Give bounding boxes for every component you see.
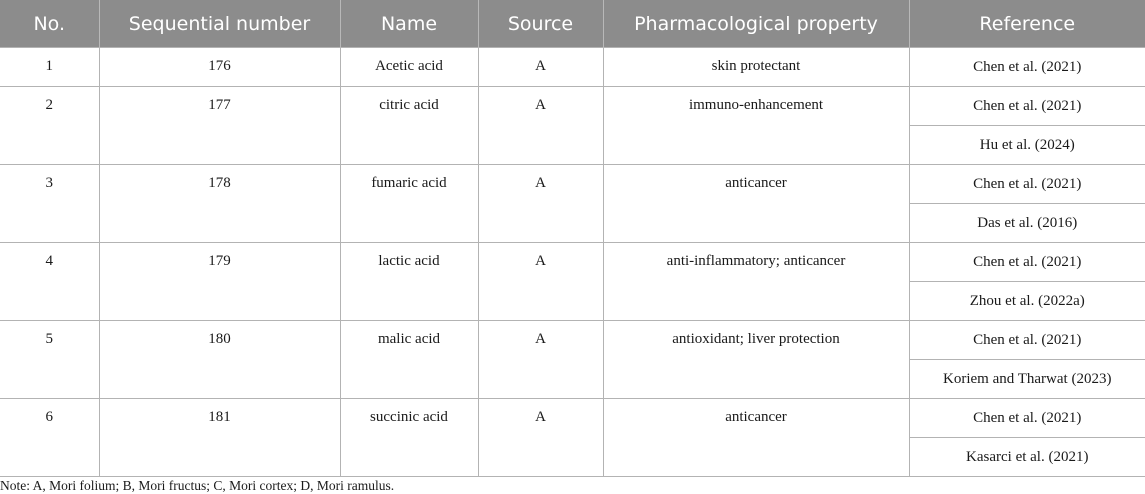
cell-sequential-number: 181 xyxy=(99,399,340,477)
cell-source: A xyxy=(478,321,603,399)
cell-sequential-number: 177 xyxy=(99,87,340,165)
cell-no: 4 xyxy=(0,243,99,321)
cell-source: A xyxy=(478,87,603,165)
table-header xyxy=(0,0,1145,48)
cell-sequential-number: 180 xyxy=(99,321,340,399)
cell-property: immuno-enhancement xyxy=(603,87,909,165)
table-row xyxy=(0,87,1145,126)
cell-property: skin protectant xyxy=(603,48,909,87)
cell-reference: Chen et al. (2021) xyxy=(909,87,1145,126)
cell-reference: Koriem and Tharwat (2023) xyxy=(909,360,1145,399)
cell-name: citric acid xyxy=(340,87,478,165)
cell-sequential-number: 179 xyxy=(99,243,340,321)
table-row xyxy=(0,321,1145,360)
cell-reference: Chen et al. (2021) xyxy=(909,48,1145,87)
cell-no: 6 xyxy=(0,399,99,477)
cell-name: malic acid xyxy=(340,321,478,399)
cell-source: A xyxy=(478,399,603,477)
cell-no: 2 xyxy=(0,87,99,165)
cell-name: Acetic acid xyxy=(340,48,478,87)
cell-sequential-number: 176 xyxy=(99,48,340,87)
table-row xyxy=(0,165,1145,204)
cell-name: succinic acid xyxy=(340,399,478,477)
cell-source: A xyxy=(478,48,603,87)
header-row xyxy=(0,0,1145,48)
cell-no: 1 xyxy=(0,48,99,87)
cell-name: lactic acid xyxy=(340,243,478,321)
cell-source: A xyxy=(478,243,603,321)
cell-no: 5 xyxy=(0,321,99,399)
header-reference: Reference xyxy=(909,0,1145,48)
cell-property: antioxidant; liver protection xyxy=(603,321,909,399)
cell-source: A xyxy=(478,165,603,243)
header-source: Source xyxy=(478,0,603,48)
table-row xyxy=(0,243,1145,282)
cell-reference: Hu et al. (2024) xyxy=(909,126,1145,165)
header-no: No. xyxy=(0,0,99,48)
cell-reference: Zhou et al. (2022a) xyxy=(909,282,1145,321)
cell-reference: Chen et al. (2021) xyxy=(909,165,1145,204)
table-body xyxy=(0,48,1145,477)
cell-no: 3 xyxy=(0,165,99,243)
cell-sequential-number: 178 xyxy=(99,165,340,243)
cell-reference: Chen et al. (2021) xyxy=(909,399,1145,438)
cell-reference: Chen et al. (2021) xyxy=(909,243,1145,282)
cell-reference: Das et al. (2016) xyxy=(909,204,1145,243)
cell-reference: Kasarci et al. (2021) xyxy=(909,438,1145,477)
header-name: Name xyxy=(340,0,478,48)
cell-property: anticancer xyxy=(603,399,909,477)
cell-reference: Chen et al. (2021) xyxy=(909,321,1145,360)
cell-name: fumaric acid xyxy=(340,165,478,243)
cell-property: anti-inflammatory; anticancer xyxy=(603,243,909,321)
table-row xyxy=(0,48,1145,87)
cell-property: anticancer xyxy=(603,165,909,243)
header-sequential-number: Sequential number xyxy=(99,0,340,48)
table-footnote: Note: A, Mori folium; B, Mori fructus; C, Mori cortex; D, Mori ramulus. xyxy=(0,478,395,493)
header-pharmacological-property: Pharmacological property xyxy=(603,0,909,48)
table-row xyxy=(0,399,1145,438)
